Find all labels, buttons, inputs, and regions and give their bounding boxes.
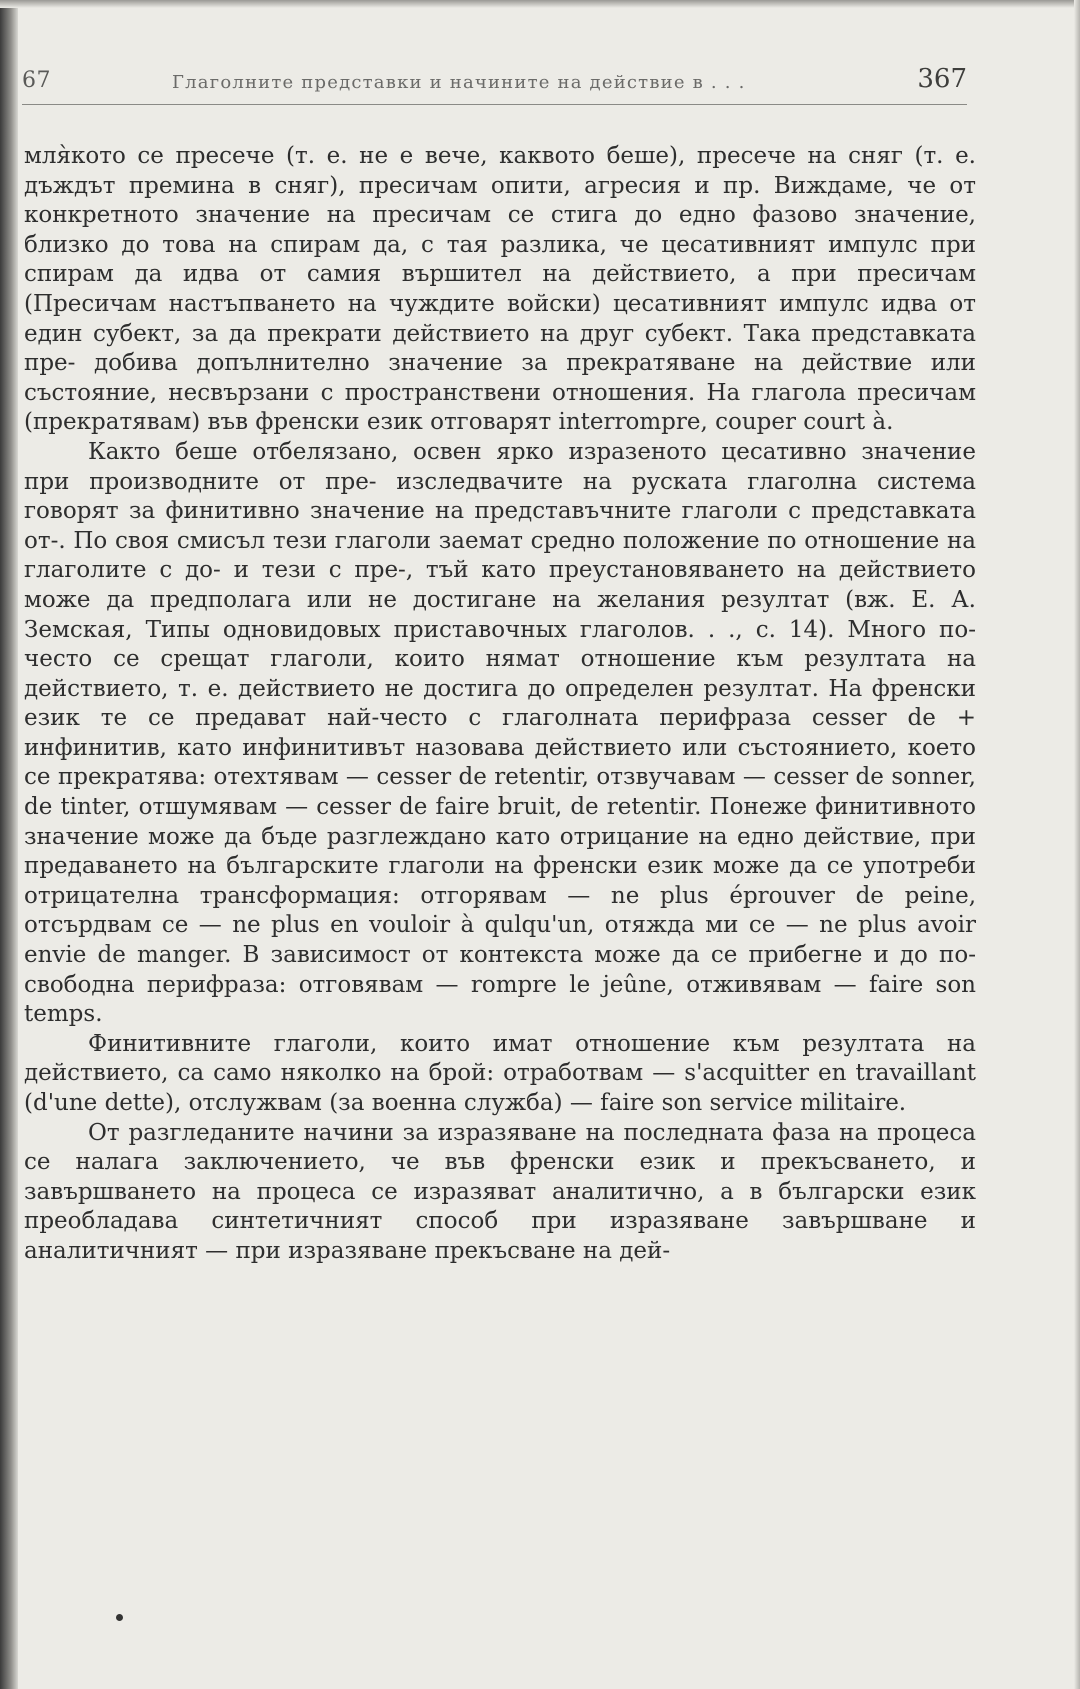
paragraph-1: мля̀кото се пресече (т. е. не е вече, каквото беше), пресече на сняг (т. е. дъждът премина в сняг), пресичам опити, агресия и пр. Виждаме, че от конкретното значение на пресичам се стига до едно фазово значение, близко до това на спирам да, с тая разлика, че цесативният импулс при спирам да идва от самия вършител на действието, а при пресичам (Пресичам настъпването на чуждите войски) цесативният импулс идва от един субект, за да прекрати действието на друг субект. Така представката пре- добива допълнително значение за прекратяване на действие или състояние, несвързани с пространствени отношения. На глагола пресичам (прекратявам) във френски език отговарят interrompre, couper court à. (24, 143, 976, 436)
running-header (22, 64, 967, 102)
page-top-shadow (0, 0, 1080, 8)
page-spine-shadow (0, 0, 18, 1689)
page-right-shadow (1074, 0, 1080, 1689)
paragraph-3: Финитивните глаголи, които имат отношение към резултата на действието, са само няколко на брой: отработвам — s'acquitter en travaillant (d'une dette), отслужвам (за военна служба) — faire son service militaire. (24, 1030, 976, 1116)
page-number: 367 (917, 64, 967, 94)
header-rule (22, 104, 967, 105)
paragraph-2: Както беше отбелязано, освен ярко изразеното цесативно значение при производните от пре- изследвачите на руската глаголна система говорят за финитивно значение на представъчните глаголи с представката от-. По своя смисъл тези глаголи заемат средно положение по отношение на глаголите с до- и тези с пре-, тъй като преустановяването на действието може да предполага или не достигане на желания резултат (вж. Е. А. Земская, Типы одновидовых приставочных глаголов. . ., с. 14). Много по-често се срещат глаголи, които нямат отношение към резултата на действието, т. е. действието не достига до определен резултат. На френски език те се предават най-често с глаголната перифраза cesser de + инфинитив, като инфинитивът назовава действието или състоянието, което се прекратява: отехтявам — cesser de retentir, отзвучавам — cesser de sonner, de tinter, отшумявам — cesser de faire bruit, de retentir. Понеже финитивното значение може да бъде разглеждано като отрицание на едно действие, при предаването на българските глаголи на френски език може да се употреби отрицателна трансформация: отгорявам — ne plus éprouver de peine, отсърдвам се — ne plus en vouloir à qulqu'un, отяжда ми се — ne plus avoir envie de manger. В зависимост от контекста може да се прибегне и до по-свободна перифраза: отговявам — rompre le jeûne, отживявам — faire son temps. (24, 438, 976, 1028)
body-text (24, 142, 976, 1267)
ink-speck (116, 1614, 123, 1621)
paragraph-4: От разгледаните начини за изразяване на последната фаза на процеса се налага заключението, че във френски език и прекъсването, и завършването на процеса се изразяват аналитично, а в български език преобладава синтетичният способ при изразяване завършване и аналитичният — при изразяване прекъсване на дей- (24, 1119, 976, 1264)
running-title: Глаголните представки и начините на действие в . . . (172, 72, 746, 93)
previous-page-number: 67 (22, 68, 51, 93)
